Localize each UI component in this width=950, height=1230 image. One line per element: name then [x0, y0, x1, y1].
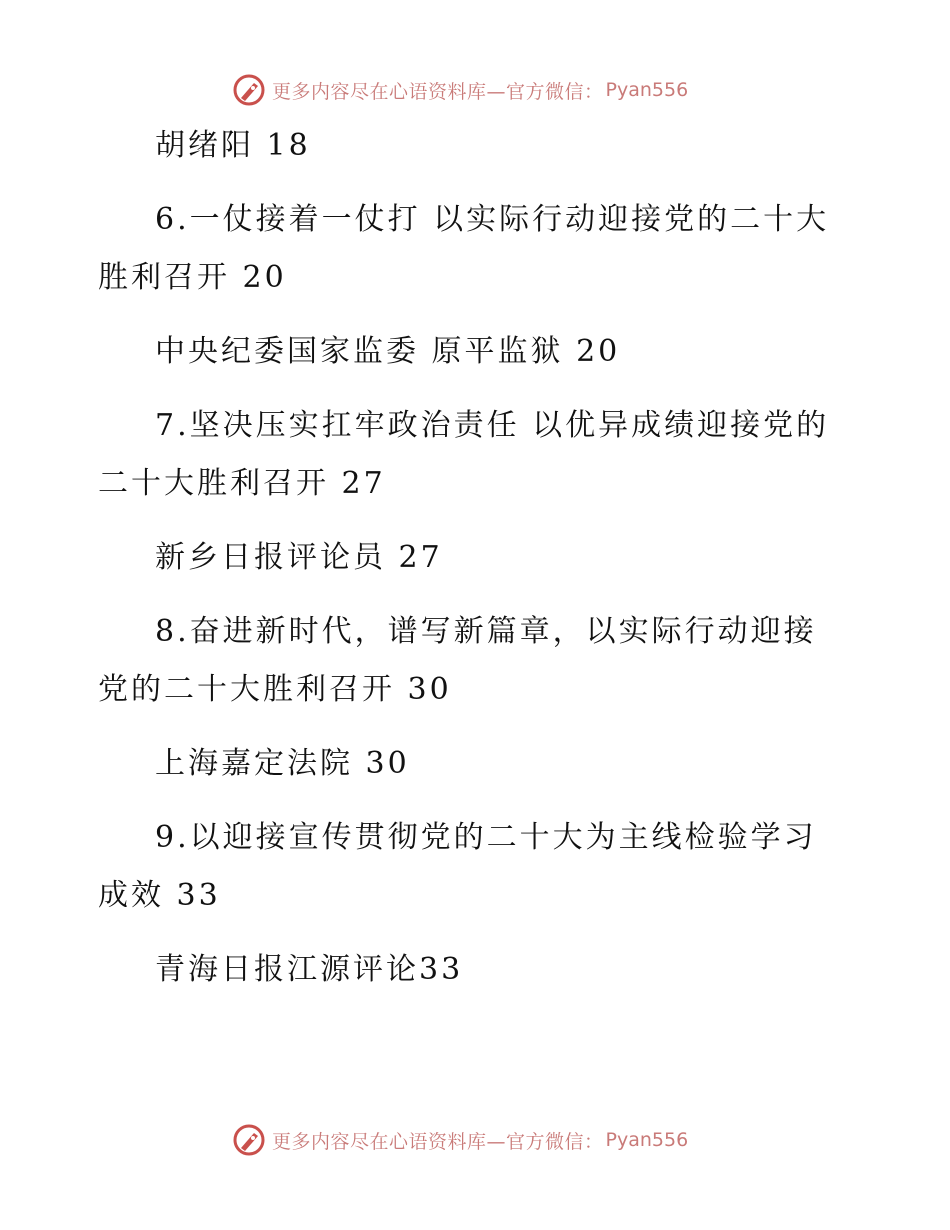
watermark-wechat-id: Pyan556 [605, 1129, 689, 1151]
toc-author-line: 胡绪阳 18 [155, 128, 311, 163]
toc-entry-title: 6.一仗接着一仗打 以实际行动迎接党的二十大 [155, 202, 830, 237]
toc-author-line: 上海嘉定法院 30 [155, 746, 410, 781]
toc-entry-title: 7.坚决压实扛牢政治责任 以优异成绩迎接党的 [155, 408, 830, 443]
header-watermark [232, 72, 688, 108]
toc-entry-title-cont: 党的二十大胜利召开 30 [98, 672, 452, 707]
toc-entry-title-cont: 胜利召开 20 [98, 260, 287, 295]
toc-author-line: 青海日报江源评论33 [155, 952, 464, 987]
pen-nib-logo-icon [232, 1123, 266, 1157]
toc-entry-title: 8.奋进新时代，谱写新篇章，以实际行动迎接 [155, 614, 817, 649]
watermark-text: 更多内容尽在心语资料库—官方微信： [272, 1130, 604, 1153]
toc-entry-title: 9.以迎接宣传贯彻党的二十大为主线检验学习 [155, 820, 817, 855]
pen-nib-logo-icon [232, 73, 266, 107]
toc-author-line: 新乡日报评论员 27 [155, 540, 443, 575]
watermark-wechat-id: Pyan556 [605, 79, 689, 101]
toc-author-line: 中央纪委国家监委 原平监狱 20 [155, 334, 621, 369]
toc-entry-title-cont: 二十大胜利召开 27 [98, 466, 386, 501]
toc-entry-title-cont: 成效 33 [98, 878, 221, 913]
footer-watermark [232, 1122, 688, 1158]
watermark-text: 更多内容尽在心语资料库—官方微信： [272, 80, 604, 103]
